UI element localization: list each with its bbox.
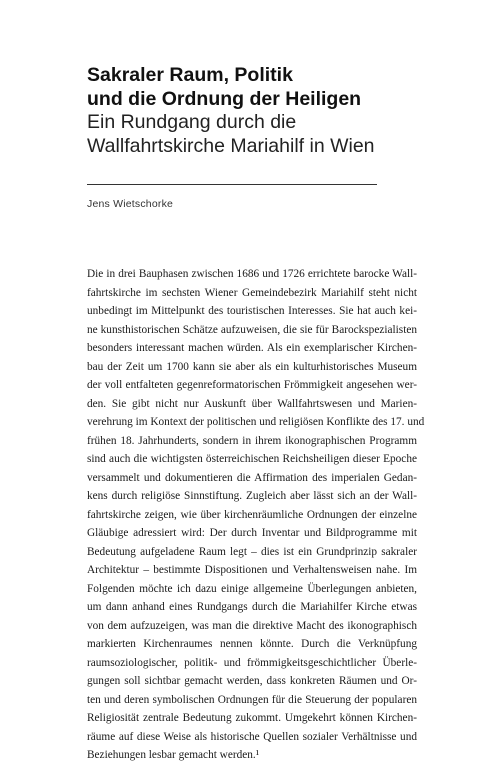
body-line: Architektur – bestimmte Dispositionen und Verhaltensweisen nahe. Im [87, 564, 417, 576]
body-line: um dann anhand eines Rundgangs durch die Mariahilfer Kirche etwas [87, 601, 417, 613]
body-line: besonders interessant machen würden. Als ein exemplarischer Kirchen- [87, 342, 417, 354]
body-line: raumsoziologischer, politik- und frömmigkeitsgeschichtlicher Überle- [87, 656, 417, 669]
chapter-title-line: und die Ordnung der Heiligen [87, 87, 362, 110]
body-line: Bedeutung aufgeladene Raum legt – dies ist ein Grundprinzip sakraler [87, 545, 417, 558]
body-paragraph [87, 265, 425, 765]
body-line: von dem aufzuzeigen, was man die direktive Macht des ikonographisch [87, 619, 417, 632]
body-line: Beziehungen lesbar gemacht werden.¹ [87, 749, 260, 761]
body-line: unbedingt im Mittelpunkt des touristischen Interesses. Sie hat auch kei- [87, 305, 417, 317]
body-line: räume auf diese Weise als historische Quellen sozialer Verhältnisse und [87, 730, 417, 743]
body-line: versammelt und dokumentieren die Affirmation des imperialen Gedan- [87, 471, 417, 484]
body-line: frühen 18. Jahrhunderts, sondern in ihrem ikonographischen Programm [87, 434, 417, 447]
body-line: Religiosität zentrale Bedeutung zukommt. Umgekehrt können Kirchen- [87, 712, 417, 724]
body-line: bau der Zeit um 1700 kann sie aber als ein kulturhistorisches Museum [87, 360, 417, 373]
body-line: sind auch die wichtigsten österreichischen Reichsheiligen dieser Epoche [87, 453, 417, 465]
body-line: kens durch religiöse Sinnstiftung. Zugleich aber lässt sich an der Wall- [87, 490, 417, 502]
body-line: gungen soll sichtbar gemacht werden, dass konkreten Räumen und Or- [87, 675, 417, 687]
body-line: markierten Kirchenraumes nennen könnte. Durch die Verknüpfung [87, 638, 417, 650]
body-line: Die in drei Bauphasen zwischen 1686 und 1726 errichtete barocke Wall- [87, 268, 417, 280]
chapter-title-line: Sakraler Raum, Politik [87, 64, 293, 86]
chapter-subtitle-line: Wallfahrtskirche Mariahilf in Wien [87, 134, 375, 157]
chapter-title-block [87, 64, 417, 158]
chapter-subtitle-line: Ein Rundgang durch die [87, 111, 297, 133]
body-line: ne kunsthistorischen Schätze aufzuweisen, die sie für Barockspezialisten [87, 323, 417, 336]
body-line: der voll entfalteten gegenreformatorischen Frömmigkeit angesehen wer- [87, 379, 417, 391]
body-line: verehrung im Kontext der politischen und religiösen Konflikte des 17. und [87, 416, 425, 428]
body-line: fahrtskirche zeigen, wie über kirchenräumliche Ordnungen der einzelne [87, 508, 417, 521]
body-line: Gläubige adressiert wird: Der durch Inventar und Bildprogramme mit [87, 527, 417, 539]
body-line: den. Sie gibt nicht nur Auskunft über Wallfahrtswesen und Marien- [87, 397, 417, 410]
body-line: Folgenden möchte ich dazu einige allgemeine Überlegungen anbieten, [87, 582, 417, 595]
body-line: fahrtskirche im sechsten Wiener Gemeindebezirk Mariahilf steht nicht [87, 286, 417, 299]
author-name: Jens Wietschorke [87, 198, 174, 210]
body-line: ten und deren symbolischen Ordnungen für die Steuerung der popularen [87, 693, 417, 706]
title-divider [87, 184, 377, 185]
